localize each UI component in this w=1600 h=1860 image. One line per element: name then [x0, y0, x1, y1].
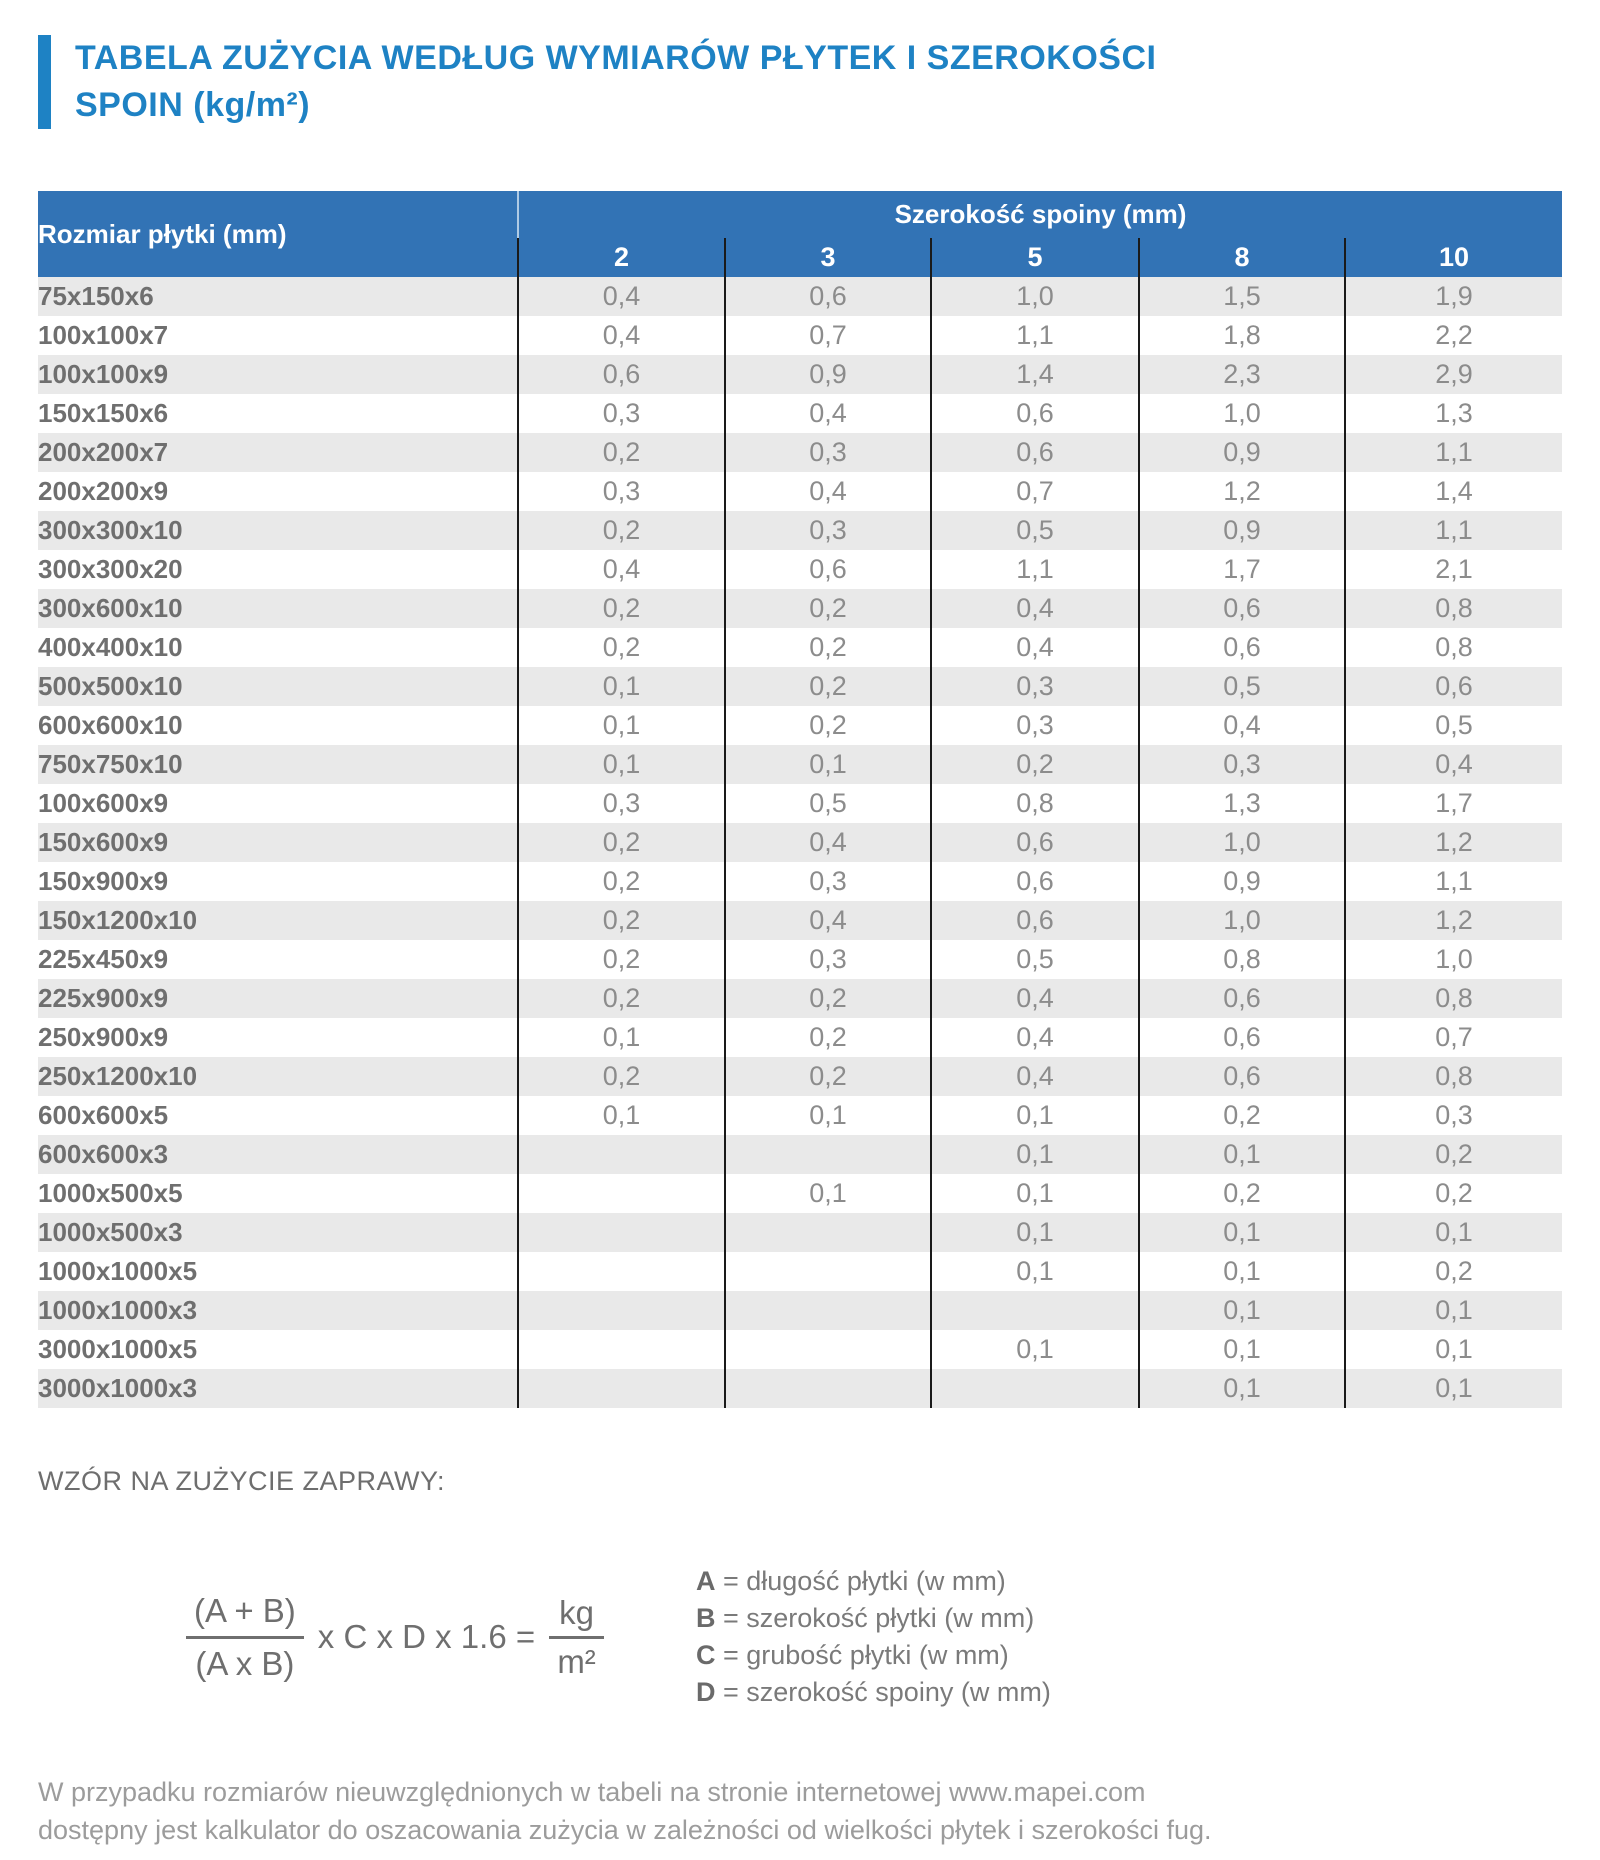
consumption-value-cell: 0,2: [517, 511, 724, 550]
consumption-value-cell: 0,1: [724, 1174, 930, 1213]
consumption-value-cell: 0,4: [930, 979, 1138, 1018]
consumption-value-cell: 1,0: [1138, 823, 1344, 862]
consumption-value-cell: 0,5: [1344, 706, 1562, 745]
consumption-table-body: [38, 277, 1562, 1408]
consumption-value-cell: 0,1: [1138, 1291, 1344, 1330]
table-row: [38, 472, 1562, 511]
consumption-value-cell: 0,2: [1138, 1096, 1344, 1135]
consumption-value-cell: 0,8: [1344, 628, 1562, 667]
consumption-value-cell: 2,2: [1344, 316, 1562, 355]
table-row: [38, 1369, 1562, 1408]
table-row: [38, 511, 1562, 550]
consumption-value-cell: 0,9: [1138, 433, 1344, 472]
consumption-value-cell: 0,4: [517, 550, 724, 589]
table-row: [38, 745, 1562, 784]
title-accent-bar: [38, 35, 51, 129]
consumption-value-cell: 0,3: [930, 667, 1138, 706]
consumption-value-cell: 0,1: [517, 745, 724, 784]
consumption-value-cell: 1,1: [930, 316, 1138, 355]
consumption-value-cell: 2,3: [1138, 355, 1344, 394]
table-row: [38, 979, 1562, 1018]
consumption-value-cell: 0,2: [517, 979, 724, 1018]
page-title: [75, 35, 1156, 129]
consumption-value-cell: 0,9: [1138, 511, 1344, 550]
consumption-value-cell: 1,5: [1138, 277, 1344, 316]
table-row: [38, 940, 1562, 979]
consumption-value-cell: 0,5: [1138, 667, 1344, 706]
formula-fraction: [186, 1592, 304, 1683]
consumption-value-cell: 0,3: [1344, 1096, 1562, 1135]
table-row: [38, 1018, 1562, 1057]
consumption-value-cell: 0,3: [517, 784, 724, 823]
footer-line-1: W przypadku rozmiarów nieuwzględnionych w tabeli na stronie internetowej www.mapei.com: [38, 1777, 1146, 1807]
consumption-value-cell: 2,1: [1344, 550, 1562, 589]
legend-item-text: = grubość płytki (w mm): [715, 1640, 1009, 1670]
header-tile-size: Rozmiar płytki (mm): [38, 191, 517, 277]
consumption-value-cell: 0,2: [1344, 1252, 1562, 1291]
header-col-3: 3: [724, 238, 930, 277]
consumption-value-cell: 0,9: [724, 355, 930, 394]
consumption-value-cell: [517, 1369, 724, 1408]
consumption-value-cell: [724, 1135, 930, 1174]
consumption-value-cell: 0,1: [517, 1018, 724, 1057]
consumption-value-cell: 0,1: [1138, 1369, 1344, 1408]
page-title-line-2: SPOIN (kg/m²): [75, 86, 311, 124]
table-row: [38, 1096, 1562, 1135]
consumption-value-cell: 1,7: [1138, 550, 1344, 589]
consumption-value-cell: 0,9: [1138, 862, 1344, 901]
consumption-value-cell: 0,2: [517, 862, 724, 901]
consumption-value-cell: 0,2: [724, 979, 930, 1018]
consumption-value-cell: 0,8: [1138, 940, 1344, 979]
consumption-value-cell: 0,5: [724, 784, 930, 823]
tile-size-cell: 200x200x9: [38, 472, 517, 511]
consumption-value-cell: 0,4: [724, 394, 930, 433]
formula-heading: WZÓR NA ZUŻYCIE ZAPRAWY:: [38, 1466, 446, 1496]
consumption-value-cell: 2,9: [1344, 355, 1562, 394]
table-row: [38, 589, 1562, 628]
consumption-value-cell: [517, 1174, 724, 1213]
consumption-value-cell: 0,2: [724, 1057, 930, 1096]
consumption-value-cell: [724, 1330, 930, 1369]
consumption-value-cell: 0,1: [930, 1252, 1138, 1291]
legend-item-key: B: [695, 1603, 716, 1633]
consumption-value-cell: 1,0: [930, 277, 1138, 316]
consumption-value-cell: 0,3: [724, 862, 930, 901]
consumption-value-cell: 0,3: [930, 706, 1138, 745]
consumption-value-cell: 0,6: [930, 433, 1138, 472]
consumption-value-cell: 0,7: [1344, 1018, 1562, 1057]
consumption-value-cell: 0,1: [930, 1135, 1138, 1174]
tile-size-cell: 1000x1000x5: [38, 1252, 517, 1291]
consumption-value-cell: 0,6: [1138, 589, 1344, 628]
consumption-value-cell: 0,1: [930, 1096, 1138, 1135]
consumption-value-cell: 0,1: [1344, 1213, 1562, 1252]
consumption-value-cell: 0,3: [724, 940, 930, 979]
consumption-value-cell: [517, 1213, 724, 1252]
consumption-value-cell: 1,1: [1344, 511, 1562, 550]
consumption-value-cell: 0,1: [930, 1213, 1138, 1252]
legend-item: [696, 1637, 1051, 1674]
table-row: [38, 550, 1562, 589]
consumption-value-cell: 0,2: [724, 589, 930, 628]
consumption-value-cell: 0,1: [724, 1096, 930, 1135]
tile-size-cell: 100x100x7: [38, 316, 517, 355]
consumption-value-cell: 0,4: [517, 277, 724, 316]
consumption-value-cell: [930, 1369, 1138, 1408]
consumption-value-cell: 0,1: [1138, 1330, 1344, 1369]
page-title-line-1: TABELA ZUŻYCIA WEDŁUG WYMIARÓW PŁYTEK I SZEROKOŚCI: [75, 39, 1157, 77]
tile-size-cell: 1000x500x3: [38, 1213, 517, 1252]
tile-size-cell: 150x150x6: [38, 394, 517, 433]
tile-size-cell: 100x600x9: [38, 784, 517, 823]
consumption-value-cell: 0,2: [517, 901, 724, 940]
consumption-value-cell: 0,2: [517, 433, 724, 472]
table-row: [38, 316, 1562, 355]
legend-item: [696, 1600, 1051, 1637]
consumption-value-cell: 0,4: [724, 472, 930, 511]
consumption-value-cell: 0,6: [930, 823, 1138, 862]
consumption-value-cell: 0,7: [930, 472, 1138, 511]
consumption-value-cell: 1,8: [1138, 316, 1344, 355]
consumption-value-cell: 0,8: [1344, 589, 1562, 628]
tile-size-cell: 150x1200x10: [38, 901, 517, 940]
consumption-value-cell: 0,1: [1344, 1291, 1562, 1330]
consumption-value-cell: 0,1: [930, 1330, 1138, 1369]
legend-item-text: = szerokość płytki (w mm): [715, 1603, 1035, 1633]
tile-size-cell: 250x900x9: [38, 1018, 517, 1057]
legend-item-key: A: [695, 1566, 716, 1596]
consumption-value-cell: 0,3: [724, 433, 930, 472]
table-row: [38, 1330, 1562, 1369]
tile-size-cell: 300x300x20: [38, 550, 517, 589]
consumption-value-cell: 0,5: [930, 940, 1138, 979]
tile-size-cell: 400x400x10: [38, 628, 517, 667]
consumption-value-cell: 0,2: [517, 940, 724, 979]
consumption-value-cell: 0,2: [724, 706, 930, 745]
legend-item-key: D: [695, 1677, 716, 1707]
consumption-value-cell: 0,2: [1344, 1174, 1562, 1213]
consumption-value-cell: 1,2: [1344, 901, 1562, 940]
formula-denominator: (A x B): [195, 1644, 295, 1682]
table-row: [38, 823, 1562, 862]
consumption-value-cell: 1,4: [930, 355, 1138, 394]
consumption-value-cell: 0,2: [1344, 1135, 1562, 1174]
tile-size-cell: 1000x1000x3: [38, 1291, 517, 1330]
tile-size-cell: 225x900x9: [38, 979, 517, 1018]
formula-result-numerator: kg: [549, 1594, 604, 1639]
consumption-value-cell: 0,6: [930, 862, 1138, 901]
consumption-value-cell: 1,3: [1138, 784, 1344, 823]
table-row: [38, 1057, 1562, 1096]
consumption-value-cell: 0,1: [517, 1096, 724, 1135]
consumption-value-cell: 0,6: [930, 901, 1138, 940]
table-row: [38, 355, 1562, 394]
consumption-value-cell: 0,2: [1138, 1174, 1344, 1213]
consumption-value-cell: 0,6: [1138, 628, 1344, 667]
consumption-value-cell: 0,1: [1138, 1252, 1344, 1291]
tile-size-cell: 1000x500x5: [38, 1174, 517, 1213]
consumption-value-cell: 0,2: [517, 823, 724, 862]
table-row: [38, 1291, 1562, 1330]
legend: [696, 1563, 1051, 1711]
legend-item-text: = długość płytki (w mm): [715, 1566, 1006, 1596]
tile-size-cell: 500x500x10: [38, 667, 517, 706]
consumption-value-cell: 0,2: [517, 1057, 724, 1096]
consumption-value-cell: 0,3: [1138, 745, 1344, 784]
legend-item-text: = szerokość spoiny (w mm): [715, 1677, 1051, 1707]
consumption-value-cell: 0,2: [517, 628, 724, 667]
tile-size-cell: 150x600x9: [38, 823, 517, 862]
legend-item-key: C: [695, 1640, 716, 1670]
consumption-value-cell: 0,1: [1344, 1369, 1562, 1408]
consumption-value-cell: 0,1: [1344, 1330, 1562, 1369]
consumption-value-cell: 1,7: [1344, 784, 1562, 823]
tile-size-cell: 600x600x3: [38, 1135, 517, 1174]
consumption-value-cell: 0,4: [930, 1018, 1138, 1057]
consumption-value-cell: 0,6: [517, 355, 724, 394]
header-col-8: 8: [1138, 238, 1344, 277]
consumption-value-cell: 0,3: [517, 472, 724, 511]
consumption-value-cell: 0,6: [1344, 667, 1562, 706]
consumption-value-cell: 0,4: [724, 823, 930, 862]
consumption-value-cell: 0,6: [1138, 979, 1344, 1018]
tile-size-cell: 300x600x10: [38, 589, 517, 628]
consumption-value-cell: [517, 1291, 724, 1330]
table-row: [38, 277, 1562, 316]
header-col-10: 10: [1344, 238, 1562, 277]
consumption-value-cell: 0,1: [517, 706, 724, 745]
consumption-value-cell: 0,2: [517, 589, 724, 628]
tile-size-cell: 225x450x9: [38, 940, 517, 979]
consumption-value-cell: [517, 1135, 724, 1174]
consumption-value-cell: 0,1: [1138, 1135, 1344, 1174]
consumption-value-cell: 1,3: [1344, 394, 1562, 433]
consumption-value-cell: 0,1: [1138, 1213, 1344, 1252]
table-row: [38, 862, 1562, 901]
consumption-value-cell: [517, 1252, 724, 1291]
consumption-value-cell: 0,2: [930, 745, 1138, 784]
table-row: [38, 667, 1562, 706]
consumption-value-cell: 0,8: [930, 784, 1138, 823]
consumption-value-cell: 0,5: [930, 511, 1138, 550]
formula-row: [38, 1563, 1562, 1711]
formula-numerator: (A + B): [186, 1592, 304, 1639]
consumption-value-cell: 1,1: [1344, 862, 1562, 901]
consumption-value-cell: 0,4: [930, 628, 1138, 667]
consumption-value-cell: 1,0: [1344, 940, 1562, 979]
tile-size-cell: 3000x1000x5: [38, 1330, 517, 1369]
consumption-value-cell: 0,6: [724, 550, 930, 589]
consumption-value-cell: 0,4: [930, 589, 1138, 628]
tile-size-cell: 75x150x6: [38, 277, 517, 316]
table-row: [38, 1174, 1562, 1213]
consumption-value-cell: 0,7: [724, 316, 930, 355]
formula-result-fraction: [549, 1594, 604, 1681]
consumption-value-cell: 1,1: [930, 550, 1138, 589]
consumption-value-cell: 0,4: [930, 1057, 1138, 1096]
consumption-value-cell: [724, 1291, 930, 1330]
consumption-value-cell: 1,9: [1344, 277, 1562, 316]
consumption-value-cell: 1,0: [1138, 394, 1344, 433]
tile-size-cell: 200x200x7: [38, 433, 517, 472]
consumption-value-cell: 1,2: [1344, 823, 1562, 862]
consumption-table-header: [38, 191, 1562, 277]
consumption-value-cell: 1,4: [1344, 472, 1562, 511]
formula-result-denominator: m²: [557, 1642, 596, 1680]
tile-size-cell: 750x750x10: [38, 745, 517, 784]
consumption-value-cell: 0,8: [1344, 979, 1562, 1018]
consumption-value-cell: 0,1: [930, 1174, 1138, 1213]
header-col-5: 5: [930, 238, 1138, 277]
legend-item: [696, 1674, 1051, 1711]
consumption-value-cell: 0,2: [724, 667, 930, 706]
consumption-value-cell: [517, 1330, 724, 1369]
consumption-value-cell: 1,1: [1344, 433, 1562, 472]
consumption-value-cell: 0,4: [1344, 745, 1562, 784]
consumption-value-cell: 0,2: [724, 628, 930, 667]
consumption-formula: [186, 1592, 604, 1683]
consumption-value-cell: [724, 1369, 930, 1408]
consumption-value-cell: 0,3: [517, 394, 724, 433]
consumption-value-cell: 0,6: [1138, 1018, 1344, 1057]
consumption-value-cell: 0,6: [724, 277, 930, 316]
consumption-value-cell: 0,2: [724, 1018, 930, 1057]
table-row: [38, 901, 1562, 940]
tile-size-cell: 600x600x5: [38, 1096, 517, 1135]
legend-item: [696, 1563, 1051, 1600]
consumption-value-cell: [930, 1291, 1138, 1330]
consumption-value-cell: 0,1: [517, 667, 724, 706]
consumption-value-cell: 0,1: [724, 745, 930, 784]
consumption-value-cell: 1,0: [1138, 901, 1344, 940]
consumption-value-cell: 0,4: [1138, 706, 1344, 745]
consumption-value-cell: 0,3: [724, 511, 930, 550]
consumption-value-cell: 0,6: [930, 394, 1138, 433]
consumption-value-cell: [724, 1213, 930, 1252]
tile-size-cell: 600x600x10: [38, 706, 517, 745]
footer-note: [38, 1773, 1562, 1849]
tile-size-cell: 250x1200x10: [38, 1057, 517, 1096]
consumption-value-cell: 0,4: [724, 901, 930, 940]
header-col-2: 2: [517, 238, 724, 277]
table-row: [38, 784, 1562, 823]
header-joint-width-group: Szerokość spoiny (mm): [517, 191, 1562, 238]
table-row: [38, 706, 1562, 745]
consumption-value-cell: 0,4: [517, 316, 724, 355]
footer-line-2: dostępny jest kalkulator do oszacowania zużycia w zależności od wielkości płytek i szerokości fug.: [38, 1815, 1212, 1845]
consumption-value-cell: 0,6: [1138, 1057, 1344, 1096]
table-row: [38, 394, 1562, 433]
consumption-value-cell: 0,8: [1344, 1057, 1562, 1096]
table-row: [38, 628, 1562, 667]
table-row: [38, 1213, 1562, 1252]
consumption-value-cell: 1,2: [1138, 472, 1344, 511]
table-row: [38, 433, 1562, 472]
tile-size-cell: 300x300x10: [38, 511, 517, 550]
tile-size-cell: 3000x1000x3: [38, 1369, 517, 1408]
tile-size-cell: 100x100x9: [38, 355, 517, 394]
formula-middle: x C x D x 1.6 =: [317, 1618, 536, 1655]
tile-size-cell: 150x900x9: [38, 862, 517, 901]
table-row: [38, 1135, 1562, 1174]
page-title-block: [38, 35, 1562, 129]
consumption-table: [38, 191, 1562, 1408]
table-row: [38, 1252, 1562, 1291]
consumption-value-cell: [724, 1252, 930, 1291]
